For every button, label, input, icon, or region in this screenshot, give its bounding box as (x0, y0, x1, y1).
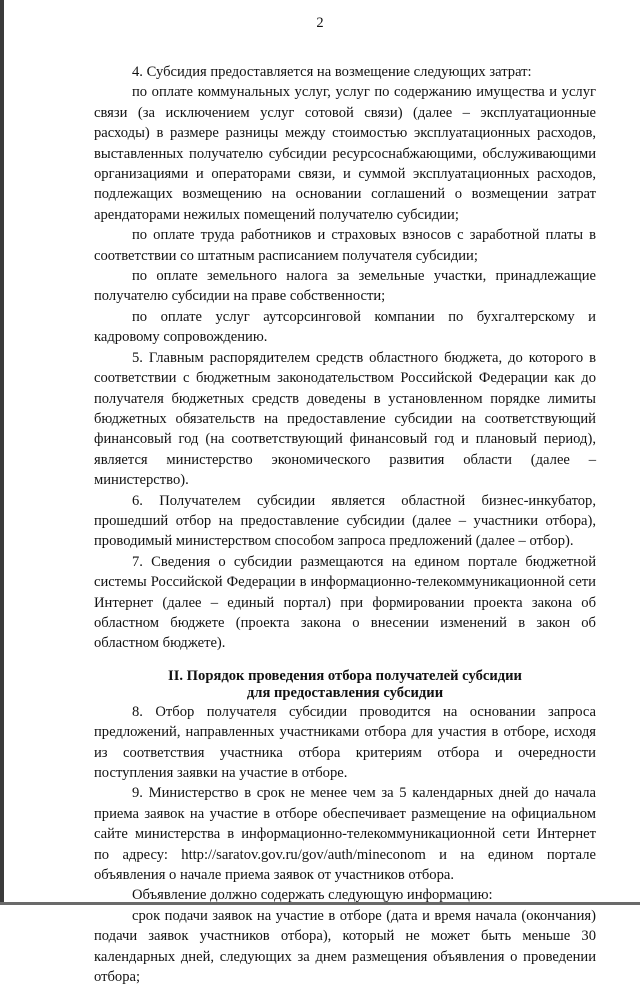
document-body (94, 62, 596, 987)
section-heading (94, 668, 596, 702)
paragraph: 9. Министерство в срок не менее чем за 5 календарных дней до начала приема заявок на участие в отборе обеспечивает размещение на официальном сайте министерства в информационно-телекоммуникационной сети Интернет по адресу: http://saratov.gov.ru/gov/auth/mineconom и на едином портале объявления о начале приема заявок от участников отбора. (94, 785, 596, 884)
page-number: 2 (316, 15, 324, 31)
paragraph: по оплате коммунальных услуг, услуг по содержанию имущества и услуг связи (за исключением услуг сотовой связи) (далее – эксплуатационные расходы) в размере разницы между стоимостью эксплуатационных расходов, выставленных получателю субсидии ресурсоснабжающими, обслуживающими организациями и операторами связи, и суммой эксплуатационных расходов, подлежащих возмещению на основании соглашений о возмещении затрат арендаторами нежилых помещений получателю субсидии; (94, 84, 596, 223)
paragraph: срок подачи заявок на участие в отборе (дата и время начала (окончания) подачи заявок участников отбора), который не может быть меньше 30 календарных дней, следующих за днем размещения объявления о проведении отбора; (94, 907, 596, 986)
paragraph: 4. Субсидия предоставляется на возмещение следующих затрат: (132, 64, 532, 80)
paragraph: по оплате услуг аутсорсинговой компании по бухгалтерскому и кадровому сопровождению. (94, 308, 596, 346)
scan-edge-left (0, 0, 4, 905)
paragraph: Объявление должно содержать следующую информацию: (132, 887, 493, 904)
paragraph: по оплате труда работников и страховых взносов с заработной платы в соответствии со штатным расписанием получателя субсидии; (94, 227, 596, 264)
paragraph: 7. Сведения о субсидии размещаются на едином портале бюджетной системы Российской Федерации в информационно-телекоммуникационной сети Интернет (далее – единый портал) при формировании проекта закона об областном бюджете (проекта закона о внесении изменений в закон об областном бюджете). (94, 553, 596, 652)
section-heading-line: II. Порядок проведения отбора получателей субсидии (168, 667, 522, 684)
section-heading-line: для предоставления субсидии (246, 684, 444, 701)
paragraph: 5. Главным распорядителем средств областного бюджета, до которого в соответствии с бюджетным законодательством Российской Федерации как до получателя бюджетных средств доведены в установленном порядке лимиты бюджетных обязательств на предоставление субсидии на соответствующий финансовый год (на соответствующий финансовый год и плановый период), является министерство экономического развития области (далее – министерство). (94, 349, 596, 489)
paragraph: 8. Отбор получателя субсидии проводится на основании запроса предложений, направленных участниками отбора для участия в отборе, исходя из соответствия участника отбора критериям отбора и очередности поступления заявки на участие в отборе. (94, 703, 596, 781)
paragraph: по оплате земельного налога за земельные участки, принадлежащие получателю субсидии на праве собственности; (94, 268, 596, 305)
paragraph: 6. Получателем субсидии является областной бизнес-инкубатор, прошедший отбор на предоставление субсидии (далее – участники отбора), проводимый министерством способом запроса предложений (далее – отбор). (94, 492, 596, 550)
